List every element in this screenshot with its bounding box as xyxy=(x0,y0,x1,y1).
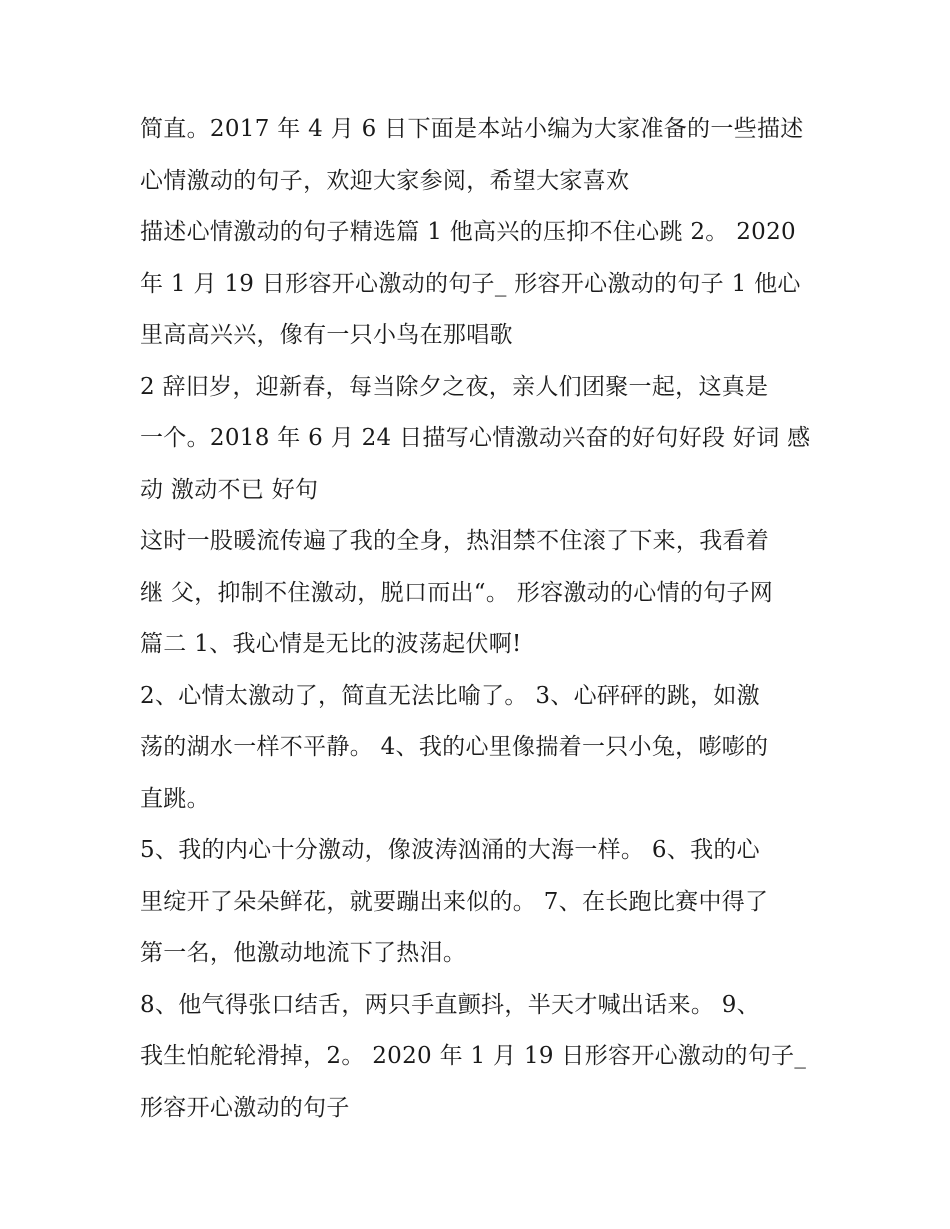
text-line: 简直。2017 年 4 月 6 日下面是本站小编为大家准备的一些描述 xyxy=(140,116,804,142)
text-line: 直跳。 xyxy=(140,785,210,812)
text-line: 形容开心激动的句子 xyxy=(140,1094,350,1121)
text-line: 继 父，抑制不住激动，脱口而出“。 形容激动的心情的句子网 xyxy=(140,579,774,606)
text-line: 里高高兴兴，像有一只小鸟在那唱歌 xyxy=(140,322,513,348)
text-line: 2、心情太激动了，简直无法比喻了。 3、心砰砰的跳，如激 xyxy=(140,682,760,709)
text-line: 描述心情激动的句子精选篇 1 他高兴的压抑不住心跳 2。 2020 xyxy=(140,219,796,245)
text-line: 一个。2018 年 6 月 24 日描写心情激动兴奋的好句好段 好词 感 xyxy=(140,425,811,451)
text-line: 这时一股暖流传遍了我的全身，热泪禁不住滚了下来，我看着 xyxy=(140,528,770,554)
text-line: 里绽开了朵朵鲜花，就要蹦出来似的。 7、在长跑比赛中得了 xyxy=(140,888,769,915)
document-body xyxy=(140,104,820,1134)
text-line: 荡的湖水一样不平静。 4、我的心里像揣着一只小兔，嘭嘭的 xyxy=(140,734,769,760)
text-line: 心情激动的句子，欢迎大家参阅，希望大家喜欢 xyxy=(140,167,630,194)
text-line: 2 辞旧岁，迎新春，每当除夕之夜，亲人们团聚一起，这真是 xyxy=(140,373,769,400)
text-line: 篇二 1、我心情是无比的波荡起伏啊! xyxy=(140,631,522,657)
text-line: 第一名，他激动地流下了热泪。 xyxy=(140,940,467,966)
text-line: 年 1 月 19 日形容开心激动的句子_ 形容开心激动的句子 1 他心 xyxy=(140,270,801,297)
text-line: 8、他气得张口结舌，两只手直颤抖，半天才喊出话来。 9、 xyxy=(140,991,760,1018)
text-line: 我生怕舵轮滑掉，2。 2020 年 1 月 19 日形容开心激动的句子_ xyxy=(140,1043,807,1069)
text-line: 动 激动不已 好句 xyxy=(140,476,319,503)
text-line: 5、我的内心十分激动，像波涛汹涌的大海一样。 6、我的心 xyxy=(140,837,760,863)
